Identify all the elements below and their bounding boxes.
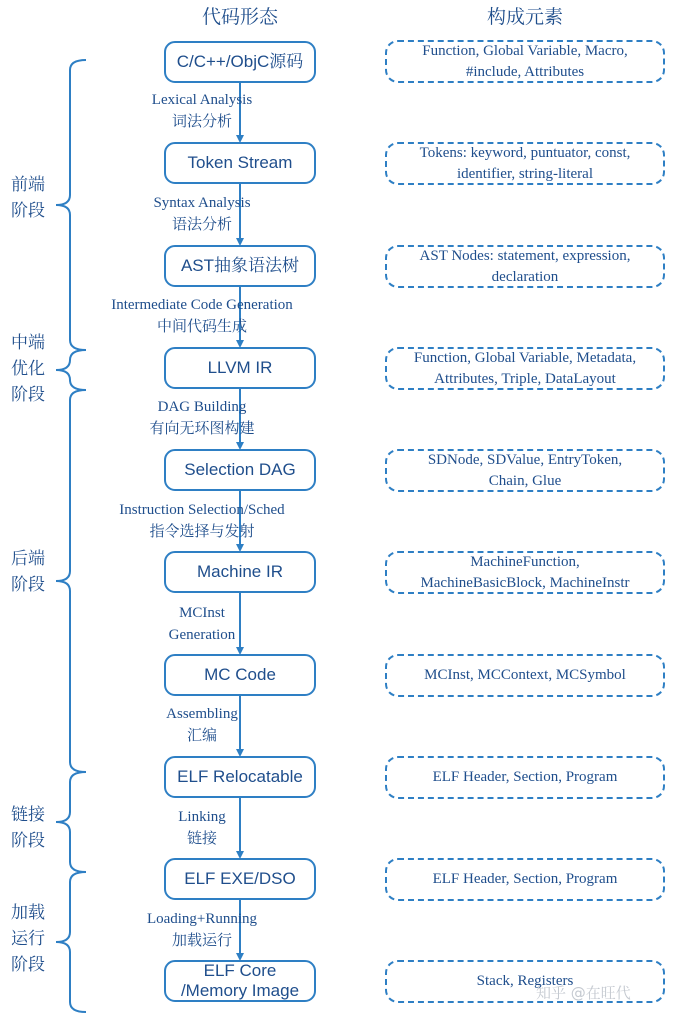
transition-en: Intermediate Code Generation [111,297,293,313]
stage-name-line: ELF Core [203,961,277,981]
transition-zh: 语法分析 [171,217,232,233]
elements-box-7 [385,654,665,697]
transition-label-4 [92,396,312,440]
elements-text [422,41,628,83]
phase-label-line: 优化 [11,359,45,379]
elements-line: Chain, Glue [488,472,562,489]
stage-box-5 [164,449,316,491]
stage-name: ELF Relocatable [177,767,303,787]
elements-text [420,552,629,594]
phase-brace-4 [56,772,86,872]
elements-box-8 [385,756,665,799]
phase-label-1 [8,172,48,224]
stage-box-8 [164,756,316,798]
stage-box-6 [164,551,316,593]
elements-text [414,348,636,390]
phase-label-3 [8,546,48,598]
watermark-text: 知乎 @在旺代 [536,984,631,1002]
elements-box-2 [385,142,665,185]
elements-line: AST Nodes: statement, expression, [419,247,631,264]
stage-name: AST抽象语法树 [180,256,300,276]
elements-line: identifier, string-literal [456,165,593,182]
elements-text [420,246,631,288]
elements-box-5 [385,449,665,492]
stage-box-10 [164,960,316,1002]
transition-zh: 链接 [186,831,217,847]
phase-label-line: 阶段 [11,955,45,975]
transition-zh: 中间代码生成 [156,319,247,335]
transition-label-5 [92,499,312,543]
phase-label-line: 阶段 [11,201,45,221]
transition-en: DAG Building [157,399,247,415]
elements-line: declaration [491,268,559,285]
stage-box-2 [164,142,316,184]
phase-brace-3 [56,390,86,772]
elements-text [424,665,626,686]
elements-line: MCInst, MCContext, MCSymbol [424,667,626,683]
header-code-form: 代码形态 [201,6,278,28]
transition-zh: 指令选择与发射 [149,524,255,540]
phase-brace-1 [56,60,86,350]
transition-label-3 [92,294,312,338]
stage-box-1 [164,41,316,83]
transition-zh: 词法分析 [171,114,232,130]
phase-label-5 [8,900,48,978]
phase-label-line: 后端 [11,549,45,569]
phase-brace-2 [56,350,86,390]
stage-name: LLVM IR [207,358,273,378]
stage-box-7 [164,654,316,696]
transition-en: Loading+Running [146,911,258,927]
elements-box-6 [385,551,665,594]
header-elements: 构成元素 [486,6,563,28]
stage-name-line: /Memory Image [180,981,300,1000]
elements-text [433,869,618,890]
phase-label-line: 加载 [11,903,45,923]
elements-line: MachineFunction, [470,553,580,570]
elements-line: Function, Global Variable, Metadata, [413,349,637,366]
elements-line: Function, Global Variable, Macro, [422,42,628,59]
phase-label-line: 阶段 [11,831,45,851]
transition-label-8 [92,806,312,850]
transition-en: MCInst [179,605,225,621]
stage-name: Selection DAG [184,460,296,480]
transition-en: Generation [168,627,236,643]
elements-line: ELF Header, Section, Program [432,769,618,785]
elements-box-9 [385,858,665,901]
transition-label-7 [92,703,312,747]
phase-brace-5 [56,872,86,1012]
transition-en: Syntax Analysis [153,195,251,211]
transition-en: Linking [178,809,226,825]
phase-label-line: 中端 [11,333,45,353]
stage-box-9 [164,858,316,900]
transition-zh: 汇编 [186,728,217,744]
stage-box-4 [164,347,316,389]
phase-label-line: 阶段 [11,385,45,405]
stage-name: Token Stream [187,153,293,173]
phase-label-line: 阶段 [11,575,45,595]
elements-text [428,450,622,492]
transition-label-2 [92,192,312,236]
phase-label-2 [8,330,48,408]
transition-label-9 [92,908,312,952]
elements-box-4 [385,347,665,390]
elements-line: Tokens: keyword, puntuator, const, [419,144,631,161]
phase-label-line: 前端 [11,175,45,195]
stage-name [181,961,299,1000]
elements-text [433,767,618,788]
transition-label-1 [92,89,312,133]
phase-label-line: 链接 [11,805,45,825]
transition-zh: 加载运行 [171,933,232,949]
stage-box-3 [164,245,316,287]
transition-label-6 [92,602,312,646]
transition-zh: 有向无环图构建 [149,421,255,437]
elements-line: #include, Attributes [465,63,585,80]
phase-label-4 [8,802,48,854]
elements-box-1 [385,40,665,83]
elements-line: SDNode, SDValue, EntryToken, [427,451,623,468]
elements-box-3 [385,245,665,288]
stage-name: MC Code [204,665,276,685]
transition-en: Lexical Analysis [151,92,253,108]
stage-name: C/C++/ObjC源码 [176,52,304,72]
transition-en: Instruction Selection/Sched [119,502,285,518]
elements-line: ELF Header, Section, Program [432,871,618,887]
elements-line: Stack, Registers [476,973,574,989]
elements-line: Attributes, Triple, DataLayout [434,370,616,387]
stage-name: Machine IR [197,562,283,582]
phase-label-line: 运行 [11,929,45,949]
stage-name: ELF EXE/DSO [184,869,296,889]
transition-en: Assembling [166,706,238,722]
elements-text [420,143,631,185]
elements-line: MachineBasicBlock, MachineInstr [420,574,630,591]
